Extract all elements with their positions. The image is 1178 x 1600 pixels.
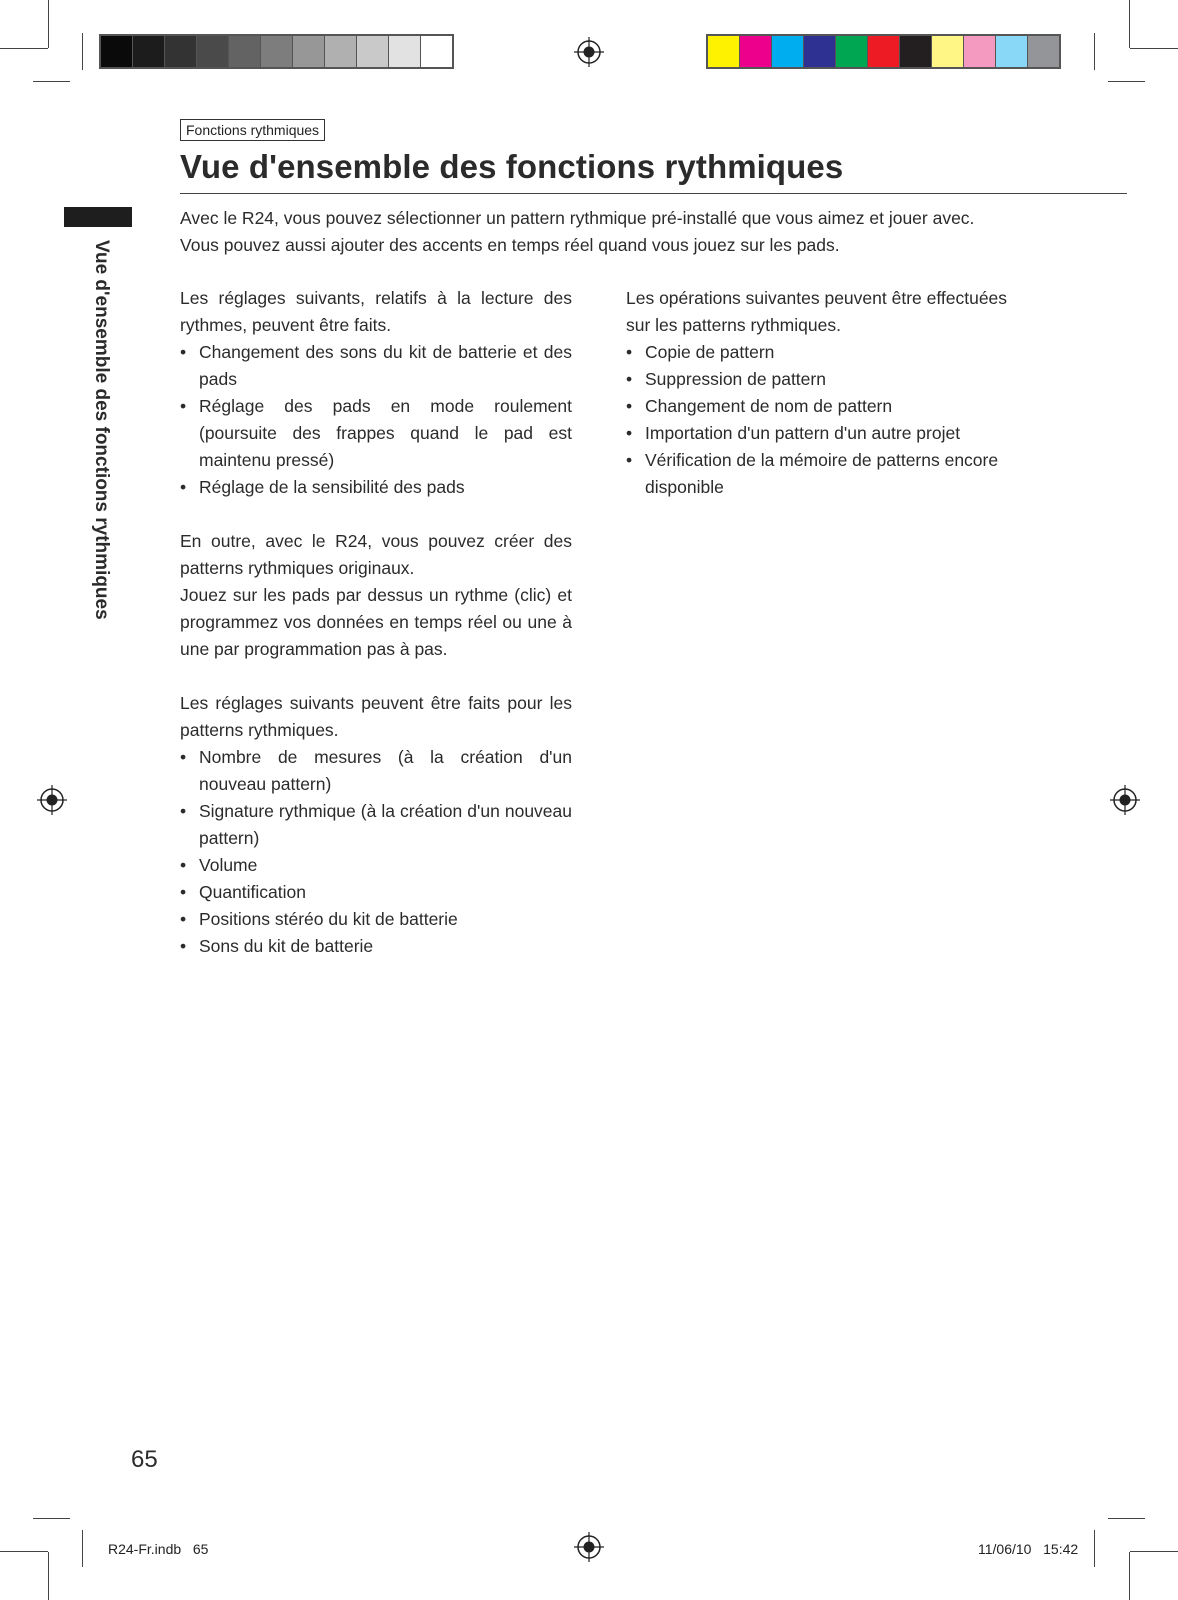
- gray-swatch: [325, 36, 357, 67]
- registration-mark-icon: [574, 37, 604, 67]
- side-tab-label: Vue d'ensemble des fonctions rythmiques: [91, 240, 112, 620]
- color-swatch: [868, 36, 900, 67]
- bullet: •: [626, 342, 633, 362]
- gray-swatch: [133, 36, 165, 67]
- bullet: •: [180, 477, 187, 497]
- bullet: •: [626, 423, 633, 443]
- bullet: •: [180, 801, 187, 821]
- gray-swatch: [261, 36, 293, 67]
- process-color-bar: [706, 34, 1061, 69]
- page-number: 65: [131, 1446, 158, 1473]
- bullet: •: [180, 747, 187, 767]
- gray-swatch: [165, 36, 197, 67]
- color-swatch: [996, 36, 1028, 67]
- list-item: • Volume: [180, 852, 572, 879]
- list-item: • Sons du kit de batterie: [180, 933, 572, 960]
- color-swatch: [836, 36, 868, 67]
- page-title: Vue d'ensemble des fonctions rythmiques: [180, 148, 844, 185]
- color-swatch: [900, 36, 932, 67]
- color-swatch: [932, 36, 964, 67]
- color-swatch: [740, 36, 772, 67]
- list-item: • Importation d'un pattern d'un autre projet: [626, 420, 1026, 447]
- registration-mark-icon: [37, 785, 67, 815]
- bullet: •: [180, 936, 187, 956]
- gray-swatch: [293, 36, 325, 67]
- bullet-list: [180, 744, 572, 960]
- bullet: •: [180, 396, 187, 416]
- bullet: •: [626, 450, 633, 470]
- gray-swatch: [101, 36, 133, 67]
- list-item: • Changement des sons du kit de batterie et des pads: [180, 339, 572, 393]
- paragraph: Les réglages suivants, relatifs à la lecture des rythmes, peuvent être faits.: [180, 288, 572, 335]
- list-item: • Vérification de la mémoire de patterns encore disponible: [626, 447, 1026, 501]
- side-tab-marker: [64, 207, 132, 227]
- bullet: •: [180, 855, 187, 875]
- gray-swatch: [421, 36, 452, 67]
- registration-mark-icon: [1110, 785, 1140, 815]
- color-swatch: [804, 36, 836, 67]
- intro: [180, 205, 1080, 259]
- title-divider: [180, 193, 1127, 194]
- list-item: • Positions stéréo du kit de batterie: [180, 906, 572, 933]
- list-item: • Suppression de pattern: [626, 366, 1026, 393]
- gray-swatch: [229, 36, 261, 67]
- grayscale-color-bar: [99, 34, 454, 69]
- right-column: [626, 285, 1026, 501]
- color-swatch: [1028, 36, 1059, 67]
- gray-swatch: [389, 36, 421, 67]
- bullet-list: [180, 339, 572, 501]
- gray-swatch: [357, 36, 389, 67]
- intro-line: Vous pouvez aussi ajouter des accents en temps réel quand vous jouez sur les pads.: [180, 235, 840, 255]
- registration-mark-icon: [574, 1532, 604, 1562]
- bullet-list: [626, 339, 1026, 501]
- intro-line: Avec le R24, vous pouvez sélectionner un pattern rythmique pré-installé que vous aimez et jouer avec.: [180, 208, 975, 228]
- bullet: •: [180, 909, 187, 929]
- list-item: • Nombre de mesures (à la création d'un nouveau pattern): [180, 744, 572, 798]
- paragraph: Jouez sur les pads par dessus un rythme (clic) et programmez vos données en temps réel ou une à une par programmation pas à pas.: [180, 585, 572, 659]
- section-tag: Fonctions rythmiques: [180, 119, 325, 141]
- list-item: • Copie de pattern: [626, 339, 1026, 366]
- list-item: • Quantification: [180, 879, 572, 906]
- bullet: •: [626, 369, 633, 389]
- color-swatch: [772, 36, 804, 67]
- bullet: •: [626, 396, 633, 416]
- paragraph: Les réglages suivants peuvent être faits pour les patterns rythmiques.: [180, 693, 572, 740]
- paragraph: En outre, avec le R24, vous pouvez créer des patterns rythmiques originaux.: [180, 531, 572, 578]
- left-column: [180, 285, 572, 960]
- footer-filename: R24-Fr.indb 65: [108, 1541, 209, 1557]
- color-swatch: [708, 36, 740, 67]
- color-swatch: [964, 36, 996, 67]
- bullet: •: [180, 882, 187, 902]
- gray-swatch: [197, 36, 229, 67]
- paragraph: Les opérations suivantes peuvent être effectuées sur les patterns rythmiques.: [626, 288, 1008, 335]
- footer-timestamp: 11/06/10 15:42: [978, 1541, 1079, 1557]
- list-item: • Réglage de la sensibilité des pads: [180, 474, 572, 501]
- list-item: • Réglage des pads en mode roulement (poursuite des frappes quand le pad est maintenu pressé): [180, 393, 572, 474]
- list-item: • Changement de nom de pattern: [626, 393, 1026, 420]
- list-item: • Signature rythmique (à la création d'un nouveau pattern): [180, 798, 572, 852]
- bullet: •: [180, 342, 187, 362]
